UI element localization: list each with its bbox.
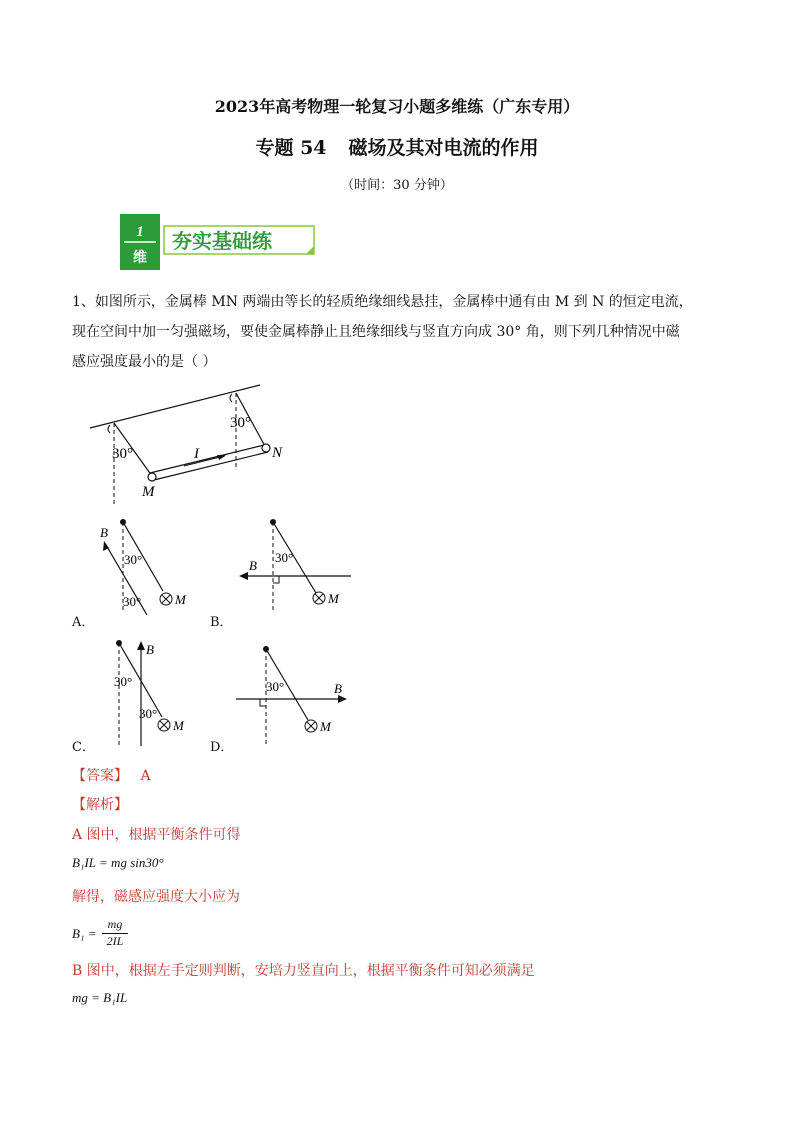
b-arrowhead xyxy=(137,641,145,650)
option-b-label: B． xyxy=(210,615,233,630)
rod-end-m xyxy=(148,473,156,481)
b-label: B xyxy=(146,642,154,657)
figure-main xyxy=(86,380,306,508)
analysis-label: 【解析】 xyxy=(72,797,128,813)
option-d-figure xyxy=(230,636,355,748)
option-d-label: D． xyxy=(210,740,234,755)
option-c-figure xyxy=(92,636,202,748)
badge-number: 1 xyxy=(136,224,144,240)
rod-bottom xyxy=(154,452,268,480)
right-angle-mark xyxy=(273,576,279,583)
analysis-b-text: B 图中，根据左手定则判断，安培力竖直向上，根据平衡条件可知必须满足 xyxy=(72,963,535,979)
angle-label-2: 30° xyxy=(139,706,158,721)
b-label: B xyxy=(100,525,108,540)
badge-wei: 维 xyxy=(133,251,147,266)
section-badge xyxy=(120,214,320,270)
analysis-a-text: A 图中，根据平衡条件可得 xyxy=(72,827,241,843)
option-b-figure xyxy=(230,515,355,615)
series-title: 2023年高考物理一轮复习小题多维练（广东专用） xyxy=(214,97,580,116)
option-c-label: C． xyxy=(72,740,95,755)
analysis-solve-text: 解得，磁感应强度大小应为 xyxy=(72,889,240,905)
topic-number: 专题 54 xyxy=(255,137,327,159)
b-arrowhead xyxy=(239,572,248,580)
b1-lhs: B₁ = xyxy=(72,926,97,941)
topic-title: 磁场及其对电流的作用 xyxy=(348,137,539,159)
question-line-3: 感应强度最小的是（ ） xyxy=(72,354,217,370)
question-line-2: 现在空间中加一匀强磁场，要使金属棒静止且绝缘细线与竖直方向成 30° 角，则下列几种情况中磁 xyxy=(72,324,680,340)
angle-left-label: 30° xyxy=(112,446,133,462)
answer-label: 【答案】 xyxy=(72,768,128,784)
current-arrowhead xyxy=(217,455,226,460)
answer-value: A xyxy=(140,768,151,784)
m-label: M xyxy=(173,718,184,733)
analysis-b1-formula xyxy=(72,917,152,951)
option-a-label: A． xyxy=(72,615,95,630)
option-a-figure xyxy=(92,515,202,615)
angle-label-1: 30° xyxy=(275,550,294,565)
b1-denominator: 2IL xyxy=(106,934,124,948)
topic-heading xyxy=(0,133,794,160)
angle-label-1: 30° xyxy=(266,679,285,694)
b-label: B xyxy=(334,681,342,696)
answer-row xyxy=(72,765,151,785)
b-arrowhead xyxy=(338,695,347,703)
b1-numerator: mg xyxy=(107,917,123,931)
angle-right-label: 30° xyxy=(230,415,251,431)
current-label: I xyxy=(194,446,199,462)
badge-text: 夯实基础练 xyxy=(172,231,272,253)
end-m-label: M xyxy=(142,484,155,500)
right-angle-mark xyxy=(260,699,266,706)
rod-top xyxy=(150,445,264,473)
question-line-1: 1、如图所示，金属棒 MN 两端由等长的轻质绝缘细线悬挂，金属棒中通有由 M 到 N 的恒定电流， xyxy=(72,294,693,310)
analysis-b-formula: mg = B₁IL xyxy=(72,990,128,1005)
m-label: M xyxy=(320,719,331,734)
angle-label-1: 30° xyxy=(114,674,133,689)
angle-label-1: 30° xyxy=(124,552,143,567)
m-label: M xyxy=(328,591,339,606)
m-label: M xyxy=(175,592,186,607)
angle-label-2: 30° xyxy=(123,594,142,609)
end-n-label: N xyxy=(272,445,283,461)
time-note: （时间：30 分钟） xyxy=(341,178,453,193)
b-label: B xyxy=(249,558,257,573)
rod-end-n xyxy=(262,444,270,452)
analysis-a-formula: B₁IL = mg sin30° xyxy=(72,855,164,870)
